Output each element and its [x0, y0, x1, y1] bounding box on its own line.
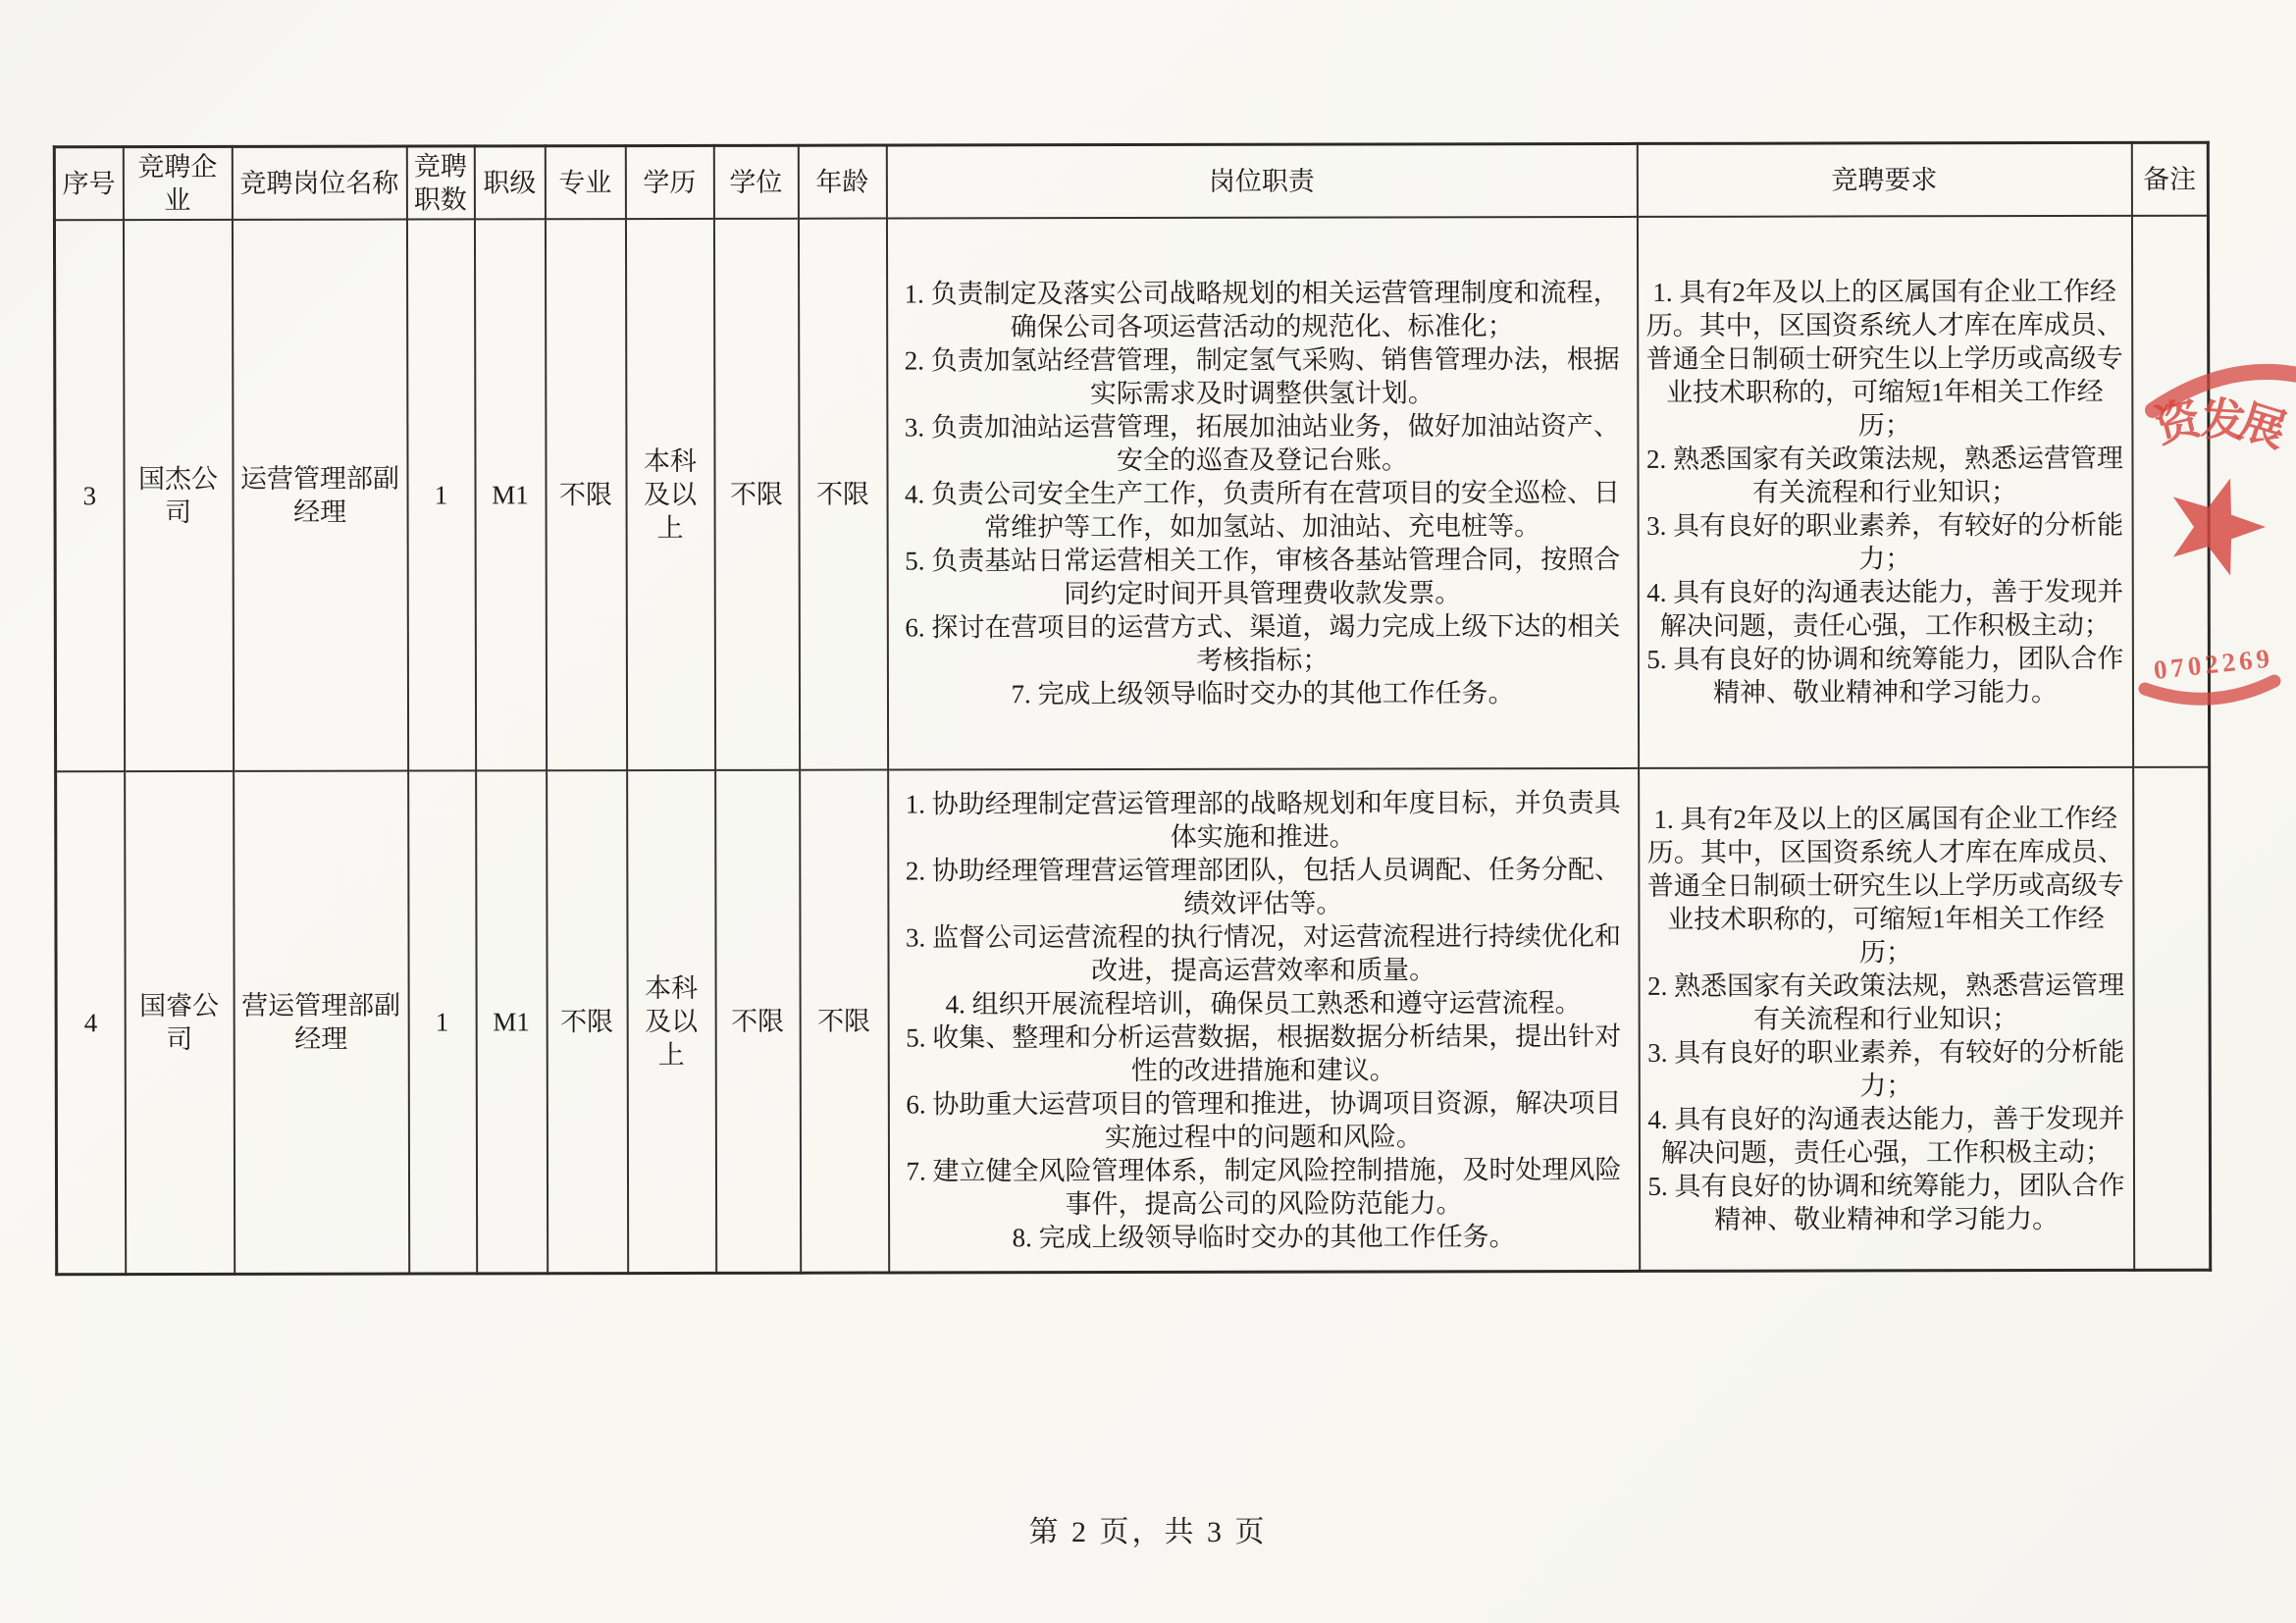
cell-major: 不限: [545, 219, 626, 770]
cell-degree: 不限: [713, 219, 799, 770]
list-item: 2. 熟悉国家有关政策法规，熟悉运营管理有关流程和行业知识；: [1645, 443, 2123, 507]
table-header-row: [54, 142, 2208, 220]
cell-major: 不限: [547, 770, 628, 1273]
list-item: 4. 负责公司安全生产工作，负责所有在营项目的安全巡检、日常维护等工作，如加氢站、加油站、充电桩等。: [905, 477, 1621, 543]
cell-remark: [2133, 767, 2211, 1270]
list-item: 4. 具有良好的沟通表达能力，善于发现并解决问题，责任心强，工作积极主动；: [1647, 1103, 2125, 1168]
table-row: [54, 216, 2209, 772]
list-item: 5. 具有良好的协调和统筹能力，团队合作精神、敬业精神和学习能力。: [1646, 643, 2124, 707]
cell-position: 运营管理部副经理: [232, 220, 407, 771]
job-postings-table: [53, 141, 2212, 1276]
page-number: 第 2 页，共 3 页: [1028, 1516, 1268, 1548]
list-item: 5. 负责基站日常运营相关工作，审核各基站管理合同，按照合同约定时间开具管理费收款发票。: [905, 544, 1621, 609]
list-item: 1. 负责制定及落实公司战略规划的相关运营管理制度和流程，确保公司各项运营活动的规范化、标准化；: [904, 277, 1620, 342]
column-header-headcount: 竞聘职数: [406, 146, 474, 220]
column-header-education: 学历: [625, 145, 713, 219]
column-header-seq: 序号: [54, 147, 123, 221]
list-item: 3. 具有良好的职业素养，有较好的分析能力；: [1647, 1036, 2125, 1101]
list-item: 2. 熟悉国家有关政策法规，熟悉营运管理有关流程和行业知识；: [1647, 969, 2125, 1034]
list-item: 4. 具有良好的沟通表达能力，善于发现并解决问题，责任心强，工作积极主动；: [1646, 576, 2124, 641]
column-header-position: 竞聘岗位名称: [232, 146, 406, 220]
cell-requirements: [1637, 216, 2132, 768]
cell-headcount: 1: [406, 219, 475, 770]
cell-age: 不限: [800, 770, 889, 1273]
seal-char: 资: [2150, 393, 2207, 452]
cell-degree: 不限: [715, 770, 801, 1273]
column-header-company: 竞聘企业: [123, 146, 232, 220]
cell-requirements: [1639, 767, 2134, 1271]
list-item: 2. 协助经理管理营运管理部团队，包括人员调配、任务分配、绩效评估等。: [905, 854, 1621, 918]
column-header-remark: 备注: [2131, 142, 2208, 216]
column-header-requirements: 竞聘要求: [1637, 142, 2131, 217]
list-item: 1. 具有2年及以上的区属国有企业工作经历。其中，区国资系统人才库在库成员、普通全日制硕士研究生以上学历或高级专业技术职称的，可缩短1年相关工作经历；: [1645, 276, 2123, 441]
seal-serial: 0702269: [2152, 643, 2275, 685]
list-item: 1. 具有2年及以上的区属国有企业工作经历。其中，区国资系统人才库在库成员、普通全日制硕士研究生以上学历或高级专业技术职称的，可缩短1年相关工作经历；: [1646, 803, 2124, 968]
column-header-major: 专业: [545, 146, 625, 220]
cell-headcount: 1: [408, 770, 477, 1273]
column-header-degree: 学位: [713, 145, 798, 219]
table-row: [56, 767, 2211, 1275]
list-item: 7. 完成上级领导临时交办的其他工作任务。: [1011, 678, 1515, 709]
seal-char: 展: [2233, 395, 2292, 457]
column-header-rank: 职级: [474, 146, 545, 220]
cell-duties: [886, 217, 1638, 770]
column-header-age: 年龄: [798, 145, 886, 219]
list-item: 6. 探讨在营项目的运营方式、渠道，竭力完成上级下达的相关考核指标；: [905, 610, 1621, 675]
cell-education: 本科及以上: [627, 770, 716, 1273]
list-item: 2. 负责加氢站经营管理，制定氢气采购、销售管理办法，根据实际需求及时调整供氢计划。: [904, 343, 1620, 409]
list-item: 8. 完成上级领导临时交办的其他工作任务。: [1012, 1221, 1516, 1253]
cell-age: 不限: [798, 219, 887, 770]
cell-seq: 4: [56, 771, 126, 1274]
cell-rank: M1: [476, 770, 548, 1273]
list-item: 5. 收集、整理和分析运营数据，根据数据分析结果，提出针对性的改进措施和建议。: [906, 1021, 1622, 1085]
list-item: 4. 组织开展流程培训，确保员工熟悉和遵守运营流程。: [945, 987, 1582, 1020]
list-item: 3. 具有良好的职业素养，有较好的分析能力；: [1646, 509, 2124, 574]
seal-char: 发: [2199, 393, 2248, 447]
cell-company: 国杰公司: [123, 220, 233, 771]
list-item: 3. 监督公司运营流程的执行情况，对运营流程进行持续优化和改进，提高运营效率和质量。: [905, 920, 1622, 985]
cell-remark: [2131, 216, 2209, 767]
cell-rank: M1: [474, 219, 546, 770]
column-header-duties: 岗位职责: [886, 143, 1637, 218]
list-item: 7. 建立健全风险管理体系，制定风险控制措施，及时处理风险事件，提高公司的风险防范能力。: [906, 1154, 1622, 1219]
cell-company: 国睿公司: [125, 771, 235, 1274]
list-item: 1. 协助经理制定营运管理部的战略规划和年度目标，并负责具体实施和推进。: [905, 787, 1621, 852]
cell-duties: [888, 768, 1640, 1273]
cell-seq: 3: [54, 220, 124, 771]
cell-education: 本科及以上: [625, 219, 714, 770]
list-item: 3. 负责加油站运营管理，拓展加油站业务，做好加油站资产、安全的巡查及登记台账。: [904, 410, 1620, 476]
list-item: 6. 协助重大运营项目的管理和推进，协调项目资源，解决项目实施过程中的问题和风险。: [906, 1087, 1622, 1152]
list-item: 5. 具有良好的协调和统筹能力，团队合作精神、敬业精神和学习能力。: [1647, 1170, 2125, 1234]
cell-position: 营运管理部副经理: [234, 771, 409, 1274]
